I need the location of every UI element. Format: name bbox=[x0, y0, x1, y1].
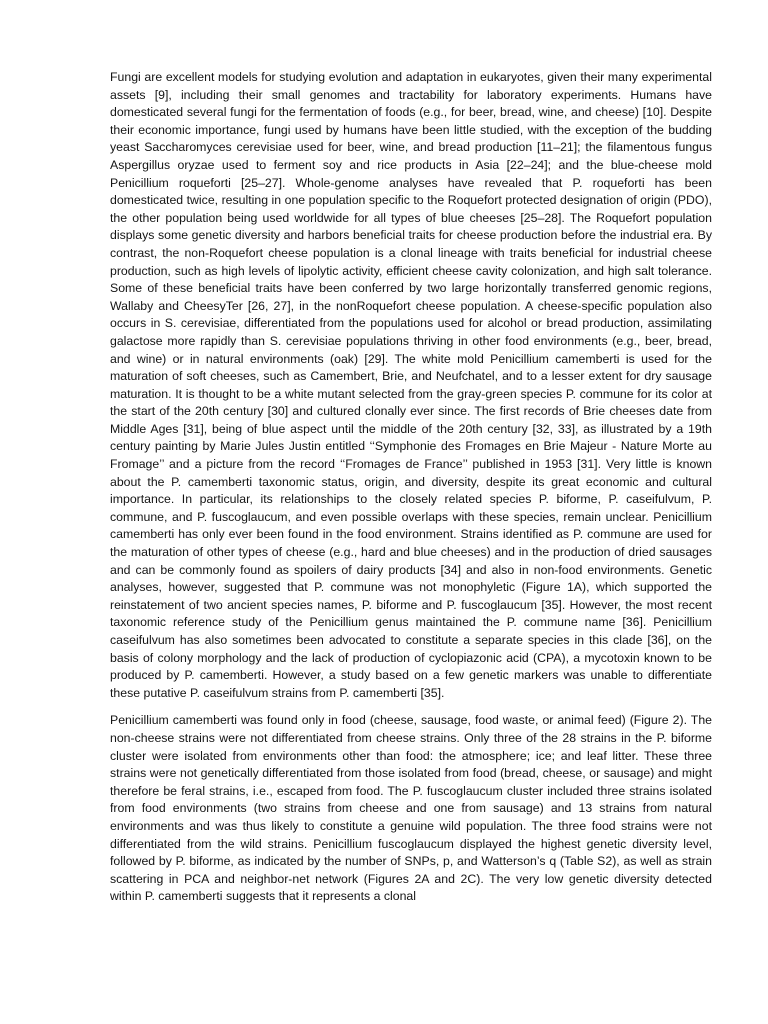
body-paragraph-1: Fungi are excellent models for studying evolution and adaptation in eukaryotes, given their many experimental assets [9], including their small genomes and tractability for laboratory experiments. Humans have domesticated several fungi for the fermentation of foods (e.g., for beer, bread, wine, and cheese) [10]. Despite their economic importance, fungi used by humans have been little studied, with the exception of the budding yeast Saccharomyces cerevisiae used for beer, wine, and bread production [11–21]; the filamentous fungus Aspergillus oryzae used to ferment soy and rice products in Asia [22–24]; and the blue-cheese mold Penicillium roqueforti [25–27]. Whole-genome analyses have revealed that P. roqueforti has been domesticated twice, resulting in one population specific to the Roquefort protected designation of origin (PDO), the other population being used worldwide for all types of blue cheeses [25–28]. The Roquefort population displays some genetic diversity and harbors beneficial traits for cheese production before the industrial era. By contrast, the non-Roquefort cheese population is a clonal lineage with traits beneficial for industrial cheese production, such as high levels of lipolytic activity, efficient cheese cavity colonization, and high salt tolerance. Some of these beneficial traits have been conferred by two large horizontally transferred genomic regions, Wallaby and CheesyTer [26, 27], in the nonRoquefort cheese population. A cheese-specific population also occurs in S. cerevisiae, differentiated from the populations used for alcohol or bread production, assimilating galactose more rapidly than S. cerevisiae populations thriving in other food environments (e.g., beer, bread, and wine) or in natural environments (oak) [29]. The white mold Penicillium camemberti is used for the maturation of soft cheeses, such as Camembert, Brie, and Neufchatel, and to a lesser extent for dry sausage maturation. It is thought to be a white mutant selected from the gray-green species P. commune for its color at the start of the 20th century [30] and cultured clonally ever since. The first records of Brie cheeses date from Middle Ages [31], being of blue aspect until the middle of the 20th century [32, 33], as illustrated by a 19th century painting by Marie Jules Justin entitled ‘‘Symphonie des Fromages en Brie Majeur - Nature Morte au Fromage’’ and a picture from the record ‘‘Fromages de France’’ published in 1953 [31]. Very little is known about the P. camemberti taxonomic status, origin, and diversity, despite its great economic and cultural importance. In particular, its relationships to the closely related species P. biforme, P. caseifulvum, P. commune, and P. fuscoglaucum, and even possible overlaps with these species, remain unclear. Penicillium camemberti has only ever been found in the food environment. Strains identified as P. commune are used for the maturation of other types of cheese (e.g., hard and blue cheeses) and in the production of dried sausages and can be commonly found as spoilers of dairy products [34] and also in non-food environments. Genetic analyses, however, suggested that P. commune was not monophyletic (Figure 1A), which supported the reinstatement of two ancient species names, P. biforme and P. fuscoglaucum [35]. However, the most recent taxonomic reference study of the Penicillium genus maintained the P. commune name [36]. Penicillium caseifulvum has also sometimes been advocated to constitute a separate species in this clade [36], on the basis of colony morphology and the lack of production of cyclopiazonic acid (CPA), a mycotoxin known to be produced by P. camemberti. However, a study based on a few genetic markers was unable to differentiate these putative P. caseifulvum strains from P. camemberti [35]. bbox=[110, 70, 712, 700]
body-paragraph-2: Penicillium camemberti was found only in food (cheese, sausage, food waste, or animal feed) (Figure 2). The non-cheese strains were not differentiated from cheese strains. Only three of the 28 strains in the P. biforme cluster were isolated from environments other than food: the atmosphere; ice; and leaf litter. These three strains were not genetically differentiated from those isolated from food (bread, cheese, or sausage) and might therefore be feral strains, i.e., escaped from food. The P. fuscoglaucum cluster included three strains isolated from food environments (two strains from cheese and one from sausage) and 13 strains from natural environments and was thus likely to constitute a genuine wild population. The three food strains were not differentiated from the wild strains. Penicillium fuscoglaucum displayed the highest genetic diversity level, followed by P. biforme, as indicated by the number of SNPs, p, and Watterson’s q (Table S2), as well as strain scattering in PCA and neighbor-net network (Figures 2A and 2C). The very low genetic diversity detected within P. camemberti suggests that it represents a clonal bbox=[110, 713, 712, 904]
document-page bbox=[110, 69, 712, 906]
